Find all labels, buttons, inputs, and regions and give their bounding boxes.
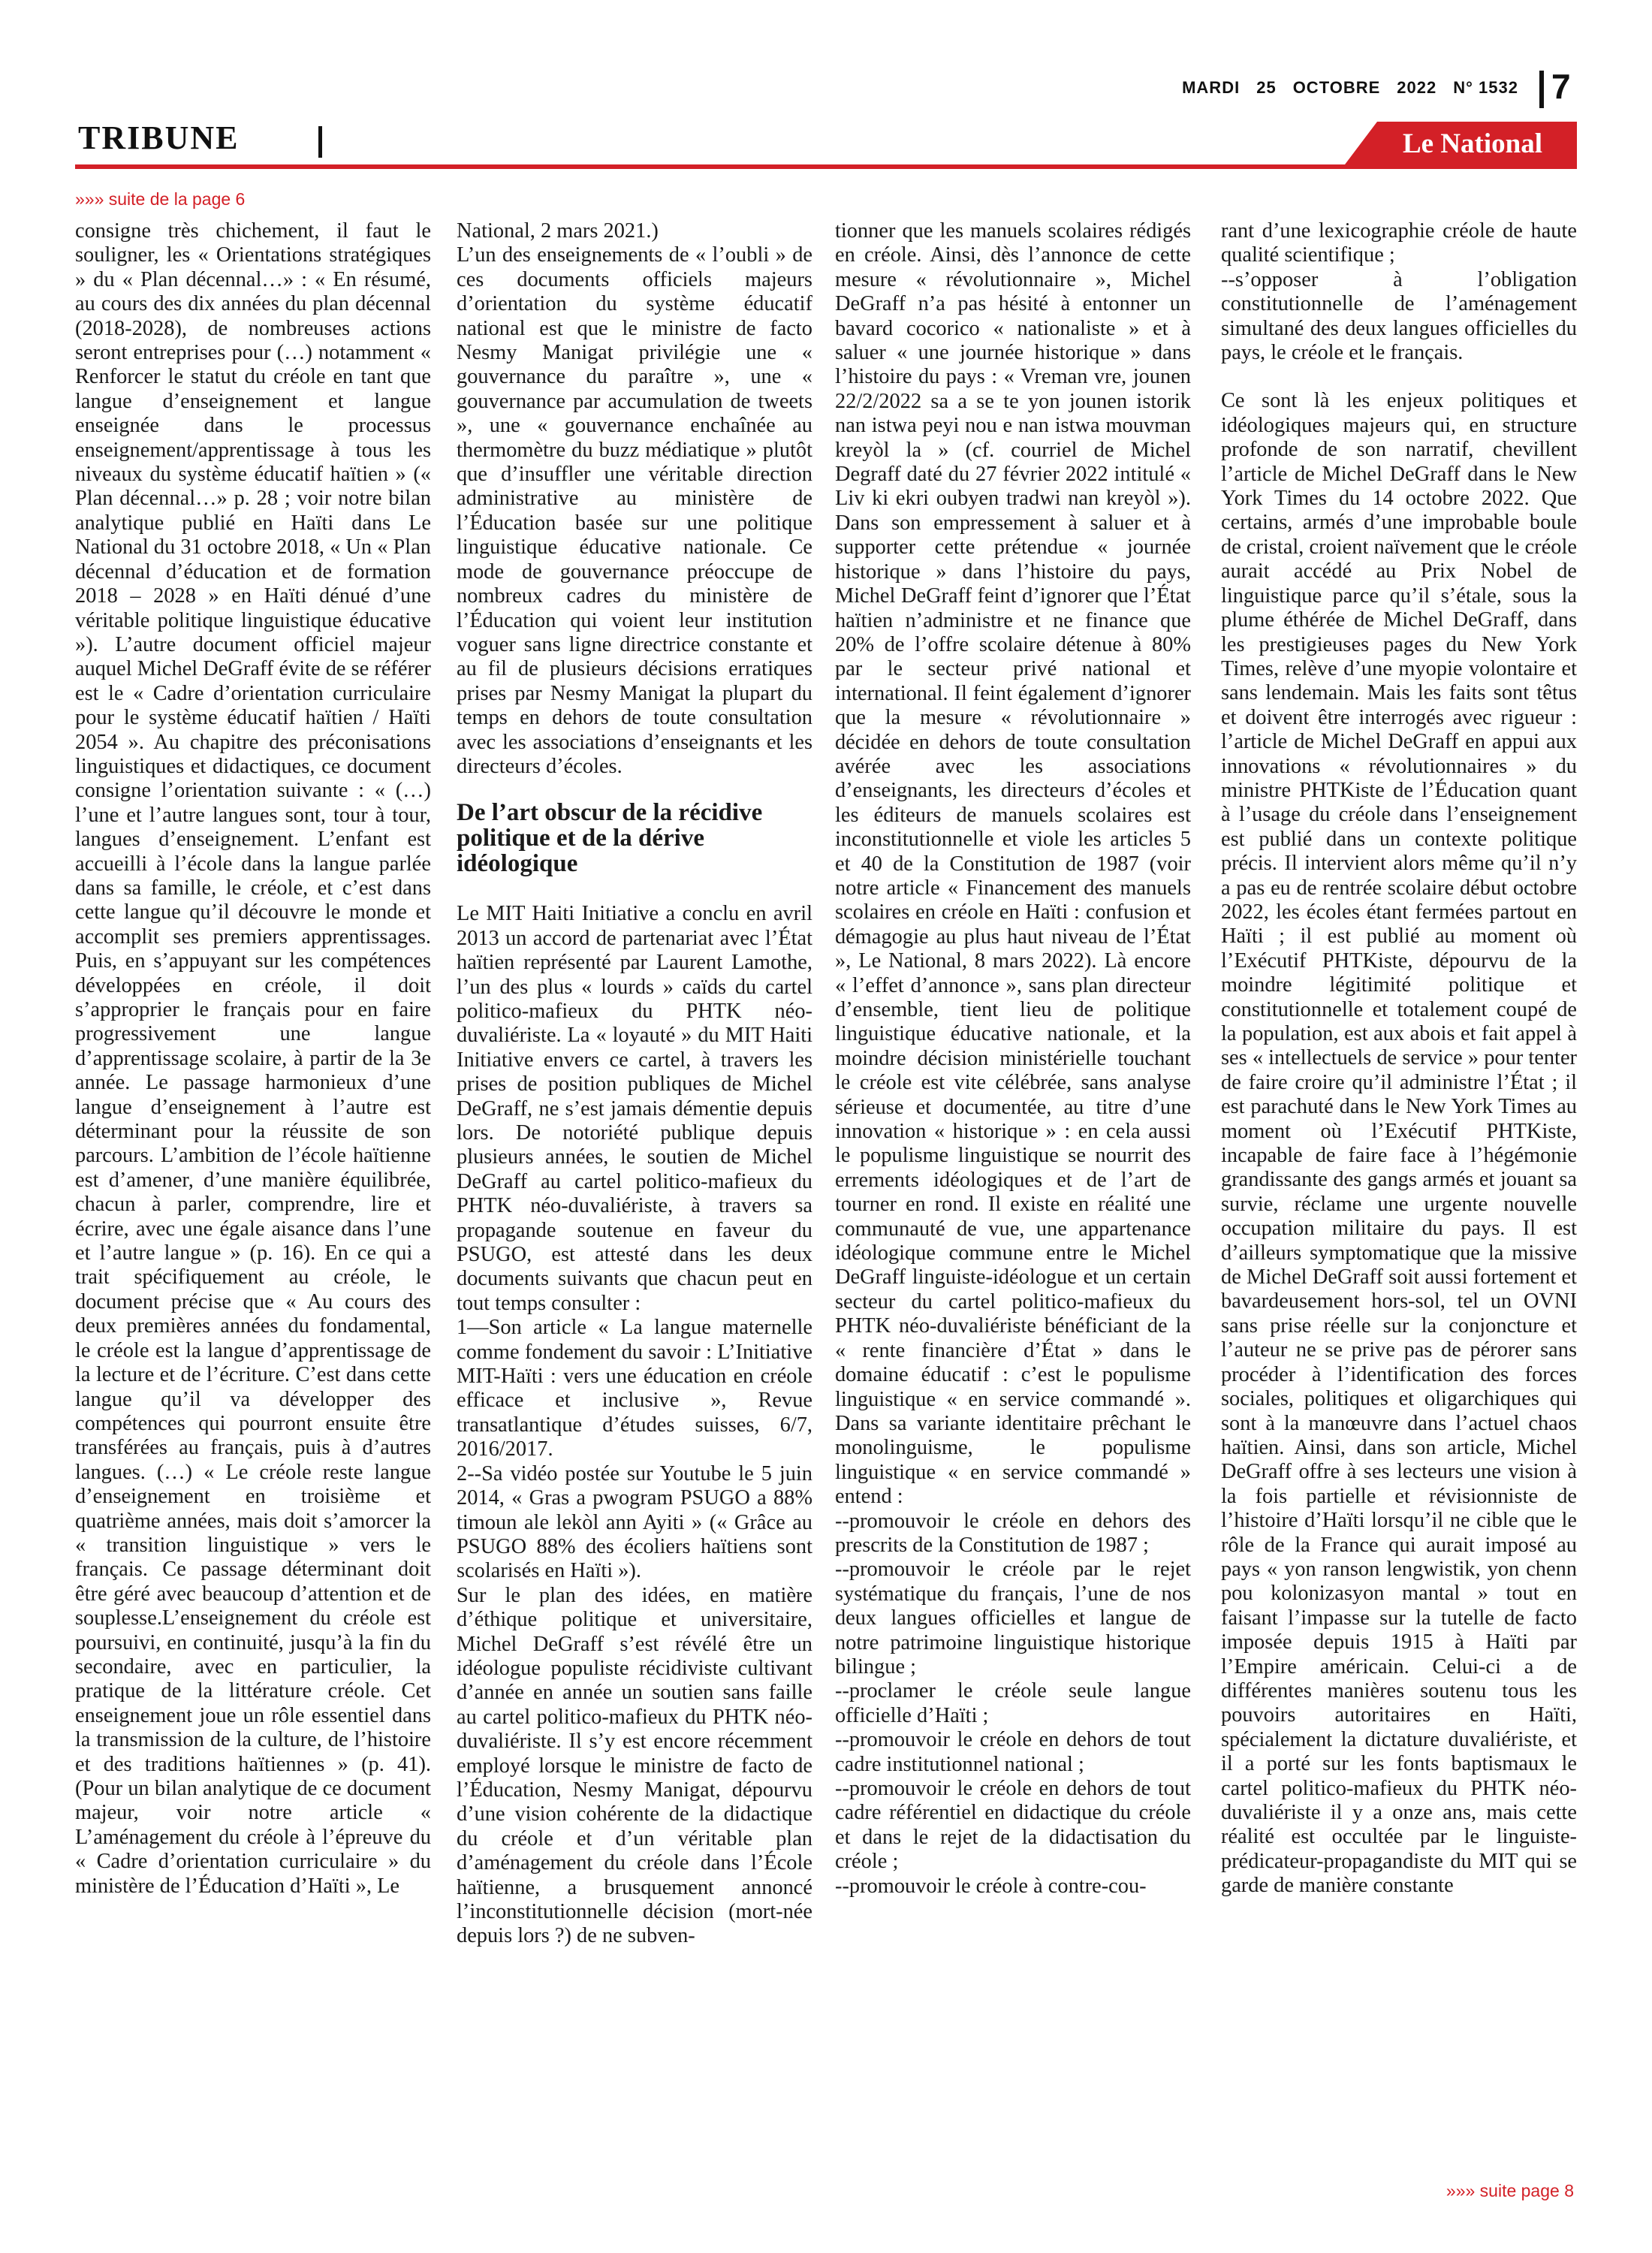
list-item: --promouvoir le créole par le rejet systématique du français, l’une de nos deux langues officielles et langue de notre patrimoine linguistique historique bilingue ; xyxy=(835,1558,1191,1678)
article-column-2 xyxy=(457,219,812,2067)
issue-number: N° 1532 xyxy=(1453,78,1518,97)
paragraph: L’un des enseignements de « l’oubli » de ces documents officiels majeurs d’orientation du système éducatif national est que le ministre de facto Nesmy Manigat privilégie une « gouvernance du paraître », une « gouvernance par accumulation de tweets », une « gouvernance enchaînée au thermomètre du buzz médiatique » plutôt que d’insuffler une véritable direction administrative au ministère de l’Éducation basée sur une politique linguistique éducative nationale. Ce mode de gouvernance préoccupe de nombreux cadres du ministère de l’Éducation qui voient leur institution voguer sans ligne directrice constante et au fil de plusieurs décisions erratiques prises par Nesmy Manigat la plupart du temps en dehors de toute consultation avec les associations d’enseignants et les directeurs d’écoles. xyxy=(457,243,812,778)
issue-year: 2022 xyxy=(1397,78,1437,97)
subheading: De l’art obscur de la récidive politique et de la dérive idéologique xyxy=(457,799,763,878)
article-column-4 xyxy=(1221,219,1577,2067)
list-item: --promouvoir le créole en dehors de tout cadre institutionnel national ; xyxy=(835,1728,1191,1776)
list-item: --promouvoir le créole à contre-cou- xyxy=(835,1874,1147,1898)
paragraph: Ce sont là les enjeux politiques et idéologiques majeurs qui, en structure profonde de son narratif, chevillent l’article de Michel DeGraff dans le New York Times du 14 octobre 2022. Que certains, armés d’une improbable boule de cristal, croient naïvement que le créole aurait accédé au Prix Nobel de linguistique parce qu’il s’étale, sous la plume éthérée de Michel DeGraff, dans les prestigieuses pages du New York Times, relève d’une myopie volontaire et sans lendemain. Mais les faits sont têtus et doivent être interrogés avec rigueur : l’article de Michel DeGraff en appui aux innovations « révolutionnaires » du ministre PHTKiste de l’Éducation quant à l’usage du créole dans l’enseignement est publié dans un contexte politique précis. Il intervient alors même qu’il n’y a pas eu de rentrée scolaire début octobre 2022, les écoles étant fermées partout en Haïti ; il est publié au moment où l’Exécutif PHTKiste, dépourvu de la moindre légitimité politique et constitutionnelle et totalement coupé de la population, est aux abois et fait appel à ses « intellectuels de service » pour tenter de faire croire qu’il administre l’État ; il est parachuté dans le New York Times au moment où l’Exécutif PHTKiste, incapable de faire face à l’hégémonie grandissante des gangs armés et jouant sa survie, réclame une urgente nouvelle occupation militaire du pays. Il est d’ailleurs symptomatique que la missive de Michel DeGraff soit aussi fortement et bavardeusement hors-sol, tel un OVNI sans prise réelle sur la conjoncture et l’auteur ne se prive pas de pérorer sans procéder à l’identification des forces sociales, politiques et oligarchiques qui sont à la manœuvre dans l’actuel chaos haïtien. Ainsi, dans son article, Michel DeGraff offre à ses lecteurs une vision à la fois partielle et révisionniste de l’histoire d’Haïti lorsqu’il ne cible que le rôle de la France qui aurait imposé au pays « yon ranson lengwistik, yon chenn pou kolonizasyon mantal » tout en faisant l’impasse sur la tutelle de facto imposée depuis 1915 à Haïti par l’Empire américain. Celui-ci a de différentes manières soutenu tous les pouvoirs autoritaires en Haïti, spécialement la dictature duvaliériste, et il a porté sur les fonts baptismaux le cartel politico-mafieux du PHTK néo-duvaliériste il y a onze ans, mais cette réalité est occultée par le linguiste-prédicateur-propagandiste du MIT qui se garde de manière constante xyxy=(1221,389,1577,1898)
list-item: --s’opposer à l’obligation constitutionnelle de l’aménagement simultané des deux langues officielles du pays, le créole et le français. xyxy=(1221,267,1577,365)
paragraph: National, 2 mars 2021.) xyxy=(457,219,659,243)
list-item: --promouvoir le créole en dehors des prescrits de la Constitution de 1987 ; xyxy=(835,1509,1191,1557)
page-number-divider xyxy=(1539,71,1544,108)
issue-month: OCTOBRE xyxy=(1292,78,1381,97)
paragraph: Sur le plan des idées, en matière d’éthique politique et universitaire, Michel DeGraff s’est révélé être un idéologue populiste récidiviste cultivant d’année en année un soutien sans faille au cartel politico-mafieux du PHTK néo-duvaliériste. Il s’y est encore récemment employé lorsque le ministre de facto de l’Éducation, Nesmy Manigat, dépourvu d’une vision cohérente de la didactique du créole et d’un véritable plan d’aménagement du créole dans l’École haïtienne, a brusquement annoncé l’inconstitutionnelle décision (mort-née depuis lors ?) de ne subven- xyxy=(457,1583,812,1948)
issue-date-number: 25 xyxy=(1256,78,1277,97)
article-column-1 xyxy=(75,219,431,2067)
issue-dateline xyxy=(1182,78,1518,98)
newspaper-brand: Le National xyxy=(1402,128,1543,159)
article-column-3 xyxy=(835,219,1191,2067)
continued-from-link[interactable]: »»» suite de la page 6 xyxy=(75,189,246,209)
paragraph: 1—Son article « La langue maternelle comme fondement du savoir : L’Initiative MIT-Haïti : vers une éducation en créole efficace et inclusive », Revue transatlantique d’études suisses, 6/7, 2016/2017. xyxy=(457,1316,812,1461)
continued-to-link[interactable]: »»» suite page 8 xyxy=(1446,2181,1574,2200)
list-item: --proclamer le créole seule langue officielle d’Haïti ; xyxy=(835,1679,1191,1727)
section-divider xyxy=(318,126,322,158)
list-item: --promouvoir le créole en dehors de tout cadre référentiel en didactique du créole et dans le rejet de la didactisation du créole ; xyxy=(835,1777,1191,1874)
page-number: 7 xyxy=(1551,67,1571,106)
paragraph: 2--Sa vidéo postée sur Youtube le 5 juin 2014, « Gras a pwogram PSUGO a 88% timoun ale lekòl ann Ayiti » (« Grâce au PSUGO 88% des écoliers haïtiens sont scolarisés en Haïti »). xyxy=(457,1461,812,1583)
paragraph: tionner que les manuels scolaires rédigés en créole. Ainsi, dès l’annonce de cette mesure « révolutionnaire », Michel DeGraff n’a pas hésité à entonner un bavard cocorico « nationaliste » et à saluer « une journée historique » dans l’histoire du pays : « Vreman vre, jounen 22/2/2022 sa a se te yon jounen istorik nan istwa peyi nou e nan istwa mouvman kreyòl la » (cf. courriel de Michel Degraff daté du 27 février 2022 intitulé « Liv ki ekri oubyen tradwi nan kreyòl »). Dans son empressement à saluer et à supporter cette prétendue « journée historique » dans l’histoire du pays, Michel DeGraff feint d’ignorer que l’État haïtien n’administre et ne finance que 20% de l’offre scolaire détenue à 80% par le secteur privé national et international. Il feint également d’ignorer que la mesure « révolutionnaire » décidée en dehors de toute consultation avérée avec les associations d’enseignants, les directeurs d’écoles et les éditeurs de manuels scolaires est inconstitutionnelle et viole les articles 5 et 40 de la Constitution de 1987 (voir notre article « Financement des manuels scolaires en créole en Haïti : confusion et démagogie au plus haut niveau de l’État », Le National, 8 mars 2022). Là encore « l’effet d’annonce », sans plan directeur d’ensemble, tient lieu de politique linguistique éducative nationale, et la moindre décision ministérielle touchant le créole est vite célébrée, sans analyse sérieuse et documentée, au titre d’une innovation « historique » : en cela aussi le populisme linguistique se nourrit des errements idéologiques et de l’art de tourner en rond. Il existe en réalité une communauté de vue, une appartenance idéologique commune entre le Michel DeGraff linguiste-idéologue et un certain secteur du cartel politico-mafieux du PHTK néo-duvaliériste bénéficiant de la « rente financière d’État » dans le domaine éducatif : c’est le populisme linguistique « en service commandé ». Dans sa variante identitaire prêchant le monolinguisme, le populisme linguistique « en service commandé » entend : xyxy=(835,219,1191,1509)
paragraph: rant d’une lexicographie créole de haute qualité scientifique ; xyxy=(1221,219,1577,267)
section-title: TRIBUNE xyxy=(78,119,240,156)
paragraph: Le MIT Haiti Initiative a conclu en avril 2013 un accord de partenariat avec l’État haïtien représenté par Laurent Lamothe, l’un des plus « lourds » caïds du cartel politico-mafieux du PHTK néo-duvaliériste. La « loyauté » du MIT Haiti Initiative envers ce cartel, à travers les prises de position publiques de Michel DeGraff, ne s’est jamais démentie depuis lors. De notoriété publique depuis plusieurs années, le soutien de Michel DeGraff au cartel politico-mafieux du PHTK néo-duvaliériste, à travers sa propagande soutenue en faveur du PSUGO, est attesté dans les deux documents suivants que chacun peut en tout temps consulter : xyxy=(457,902,812,1315)
issue-day: MARDI xyxy=(1182,78,1241,97)
paragraph: consigne très chichement, il faut le souligner, les « Orientations stratégiques » du « Plan décennal…» : « En résumé, au cours des dix années du plan décennal (2018-2028), de nombreuses actions seront entreprises pour (…) notamment « Renforcer le statut du créole en tant que langue d’enseignement et langue enseignée dans le processus enseignement/apprentissage à tous les niveaux du système éducatif haïtien » (« Plan décennal…» p. 28 ; voir notre bilan analytique publié en Haïti dans Le National du 31 octobre 2018, « Un « Plan décennal d’éducation et de formation 2018 – 2028 » en Haïti dénué d’une véritable politique linguistique éducative »). L’autre document officiel majeur auquel Michel DeGraff évite de se référer est le « Cadre d’orientation curriculaire pour le système éducatif haïtien / Haïti 2054 ». Au chapitre des préconisations linguistiques et didactiques, ce document consigne l’orientation suivante : « (…) l’une et l’autre langues sont, tour à tour, langues d’enseignement. L’enfant est accueilli à l’école dans la langue parlée dans sa famille, le créole, et c’est dans cette langue qu’il découvre le monde et accomplit ses premiers apprentissages. Puis, en s’appuyant sur les compétences développées en créole, il doit s’approprier le français pour en faire progressivement une langue d’apprentissage scolaire, à partir de la 3e année. Le passage harmonieux d’une langue d’enseignement à l’autre est déterminant pour la réussite de son parcours. L’ambition de l’école haïtienne est d’amener, d’une manière équilibrée, chacun à parler, comprendre, lire et écrire, avec une égale aisance dans l’une et l’autre langue » (p. 16). En ce qui a trait spécifiquement au créole, le document précise que « Au cours des deux premières années du fondamental, le créole est la langue d’apprentissage de la lecture et de l’écriture. C’est dans cette langue qu’il va développer des compétences qui pourront ensuite être transférées au français, puis à d’autres langues. (…) « Le créole reste langue d’enseignement en troisième et quatrième années, mais doit s’amorcer la « transition linguistique » vers le français. Ce passage déterminant doit être géré avec beaucoup d’attention et de souplesse.L’enseignement du créole est poursuivi, en continuité, jusqu’à la fin du secondaire, avec en particulier, la pratique de la littérature créole. Cet enseignement joue un rôle essentiel dans la transmission de la culture, de l’histoire et des traditions haïtiennes » (p. 41). (Pour un bilan analytique de ce document majeur, voir notre article « L’aménagement du créole à l’épreuve du « Cadre d’orientation curriculaire » du ministère de l’Éducation d’Haïti », Le xyxy=(75,219,431,1898)
